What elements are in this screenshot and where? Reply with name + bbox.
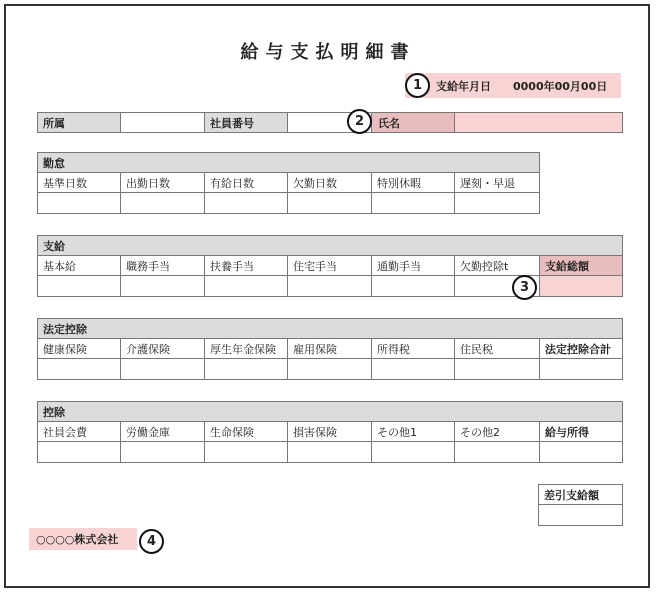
department-value[interactable] (121, 113, 205, 133)
badge-4: 4 (139, 529, 164, 554)
taxable-income-label: 給与所得 (540, 422, 623, 442)
attendance-value[interactable] (205, 193, 288, 214)
statutory-value[interactable] (205, 359, 288, 380)
deductions-value[interactable] (205, 442, 288, 463)
attendance-title: 勤怠 (38, 153, 540, 173)
attendance-value[interactable] (455, 193, 540, 214)
deductions-value[interactable] (455, 442, 540, 463)
badge-2: 2 (347, 109, 372, 134)
deductions-col: 生命保険 (205, 422, 288, 442)
net-pay-table (538, 484, 623, 526)
attendance-col: 基準日数 (38, 173, 121, 193)
deductions-table (37, 401, 623, 463)
statutory-value[interactable] (121, 359, 205, 380)
badge-1: 1 (405, 73, 430, 98)
deductions-value[interactable] (288, 442, 372, 463)
deductions-title: 控除 (38, 402, 623, 422)
payment-col: 欠勤控除t (455, 256, 540, 276)
statutory-table (37, 318, 623, 380)
attendance-col: 出勤日数 (121, 173, 205, 193)
statutory-value[interactable] (372, 359, 455, 380)
deductions-value[interactable] (121, 442, 205, 463)
payment-value[interactable] (205, 276, 288, 297)
statutory-col: 所得税 (372, 339, 455, 359)
employee-no-label: 社員番号 (205, 113, 288, 133)
net-pay-value[interactable] (539, 505, 623, 526)
gross-pay-label: 支給総額 (540, 256, 623, 276)
attendance-col: 有給日数 (205, 173, 288, 193)
statutory-title: 法定控除 (38, 319, 623, 339)
attendance-value[interactable] (372, 193, 455, 214)
statutory-col: 介護保険 (121, 339, 205, 359)
attendance-value[interactable] (38, 193, 121, 214)
attendance-table (37, 152, 540, 214)
name-label: 氏名 (378, 116, 400, 130)
payment-title: 支給 (38, 236, 623, 256)
statutory-col: 住民税 (455, 339, 540, 359)
attendance-value[interactable] (121, 193, 205, 214)
attendance-value[interactable] (288, 193, 372, 214)
attendance-col: 特別休暇 (372, 173, 455, 193)
attendance-col: 欠勤日数 (288, 173, 372, 193)
employee-table (37, 112, 623, 133)
statutory-total-label: 法定控除合計 (540, 339, 623, 359)
payment-col: 職務手当 (121, 256, 205, 276)
payment-col: 住宅手当 (288, 256, 372, 276)
deductions-col: 損害保険 (288, 422, 372, 442)
pay-date-label: 支給年月日 (436, 79, 491, 93)
department-label: 所属 (38, 113, 121, 133)
company-name: ○○○○株式会社 (29, 528, 137, 550)
payment-col: 扶養手当 (205, 256, 288, 276)
statutory-value[interactable] (288, 359, 372, 380)
deductions-value[interactable] (372, 442, 455, 463)
payment-value[interactable] (38, 276, 121, 297)
statutory-col: 厚生年金保険 (205, 339, 288, 359)
pay-date-field (405, 73, 621, 98)
payment-value[interactable] (288, 276, 372, 297)
statutory-col: 雇用保険 (288, 339, 372, 359)
payment-col: 通勤手当 (372, 256, 455, 276)
gross-pay-value[interactable] (540, 276, 623, 297)
taxable-income-value[interactable] (540, 442, 623, 463)
document-title: 給与支払明細書 (240, 42, 416, 63)
statutory-col: 健康保険 (38, 339, 121, 359)
deductions-value[interactable] (38, 442, 121, 463)
deductions-col: その他2 (455, 422, 540, 442)
name-label-cell (372, 113, 455, 133)
statutory-value[interactable] (455, 359, 540, 380)
statutory-value[interactable] (38, 359, 121, 380)
pay-date-value: 0000年00月00日 (513, 79, 608, 93)
net-pay-label: 差引支給額 (539, 485, 623, 505)
payment-value[interactable] (372, 276, 455, 297)
deductions-col: 労働金庫 (121, 422, 205, 442)
payment-value[interactable] (121, 276, 205, 297)
attendance-col: 遅刻・早退 (455, 173, 540, 193)
badge-3: 3 (512, 275, 537, 300)
payment-col: 基本給 (38, 256, 121, 276)
statutory-total-value[interactable] (540, 359, 623, 380)
deductions-col: その他1 (372, 422, 455, 442)
deductions-col: 社員会費 (38, 422, 121, 442)
name-value[interactable] (455, 113, 623, 133)
